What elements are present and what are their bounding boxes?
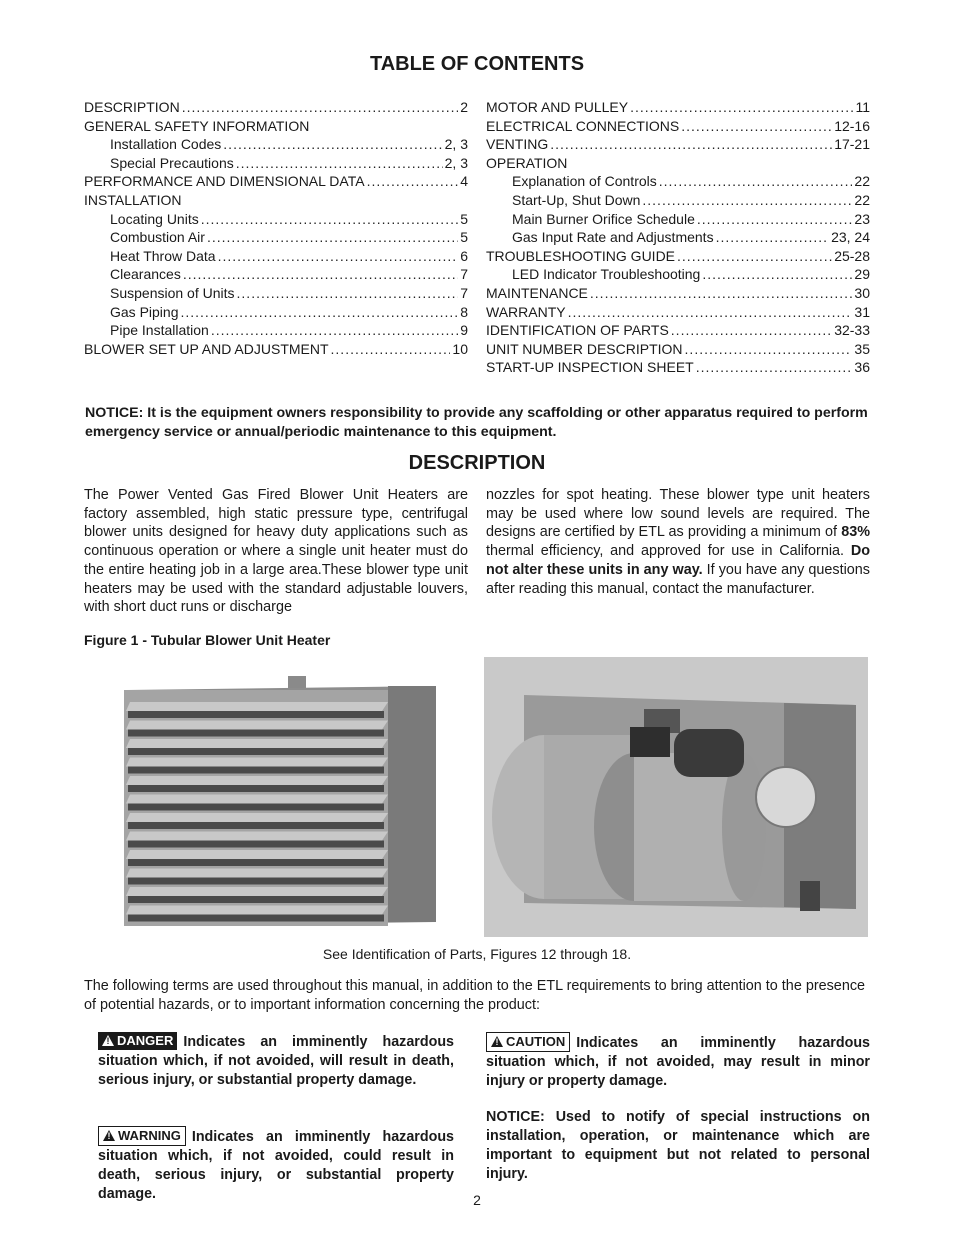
toc-entry bbox=[486, 321, 870, 340]
toc-entry-title: OPERATION bbox=[486, 154, 568, 171]
toc-entry-page: 32-33 bbox=[834, 322, 870, 339]
toc-entry bbox=[84, 303, 468, 322]
toc-leader-dots bbox=[218, 247, 459, 266]
toc-entry-page: 5 bbox=[460, 229, 468, 246]
toc-entry bbox=[486, 98, 870, 117]
toc-entry-title: Start-Up, Shut Down bbox=[512, 191, 641, 208]
toc-leader-dots bbox=[696, 358, 853, 377]
description-text-c: If you have any questions after reading this manual, contact the manufacturer. bbox=[486, 561, 870, 597]
toc-leader-dots bbox=[223, 135, 442, 154]
toc-entry-title: MAINTENANCE bbox=[486, 284, 588, 301]
toc-leader-dots bbox=[367, 172, 459, 191]
description-col2 bbox=[486, 486, 870, 598]
toc-entry-title: Special Precautions bbox=[110, 154, 234, 171]
toc-entry-title: Heat Throw Data bbox=[110, 247, 216, 264]
toc-leader-dots bbox=[659, 172, 853, 191]
toc-leader-dots bbox=[182, 98, 459, 117]
toc-entry bbox=[486, 172, 870, 191]
efficiency-value: 83% bbox=[841, 524, 870, 541]
toc-entry-page: 2, 3 bbox=[444, 154, 468, 171]
toc-entry-page: 7 bbox=[460, 266, 468, 283]
toc-entry bbox=[84, 321, 468, 340]
toc-right-column bbox=[486, 98, 870, 377]
page-number: 2 bbox=[473, 1192, 481, 1208]
toc-leader-dots bbox=[590, 284, 853, 303]
toc-entry bbox=[486, 247, 870, 266]
toc-entry-title: GENERAL SAFETY INFORMATION bbox=[84, 117, 310, 134]
toc-entry-page: 5 bbox=[460, 210, 468, 227]
notice-definition: NOTICE: Used to notify of special instructions on installation, operation, or maintenance which are important to equipment but not related to personal injury. bbox=[486, 1109, 870, 1182]
toc-leader-dots bbox=[201, 210, 458, 229]
toc-entry-page: 7 bbox=[460, 284, 468, 301]
alert-triangle-icon: ! bbox=[491, 1036, 503, 1047]
toc-leader-dots bbox=[550, 135, 832, 154]
toc-entry-page: 31 bbox=[854, 303, 870, 320]
toc-entry-page: 8 bbox=[460, 303, 468, 320]
description-col1: The Power Vented Gas Fired Blower Unit Heaters are factory assembled, high static pressure type, centrifugal blower units designed for heavy duty applications such as continuous operation or where a single unit heater must do the entire heating job in a large area.These blower type unit heaters may be used with the standard adjustable louvers, with short duct runs or discharge bbox=[84, 487, 468, 616]
toc-entry bbox=[486, 228, 870, 247]
toc-entry bbox=[84, 247, 468, 266]
toc-entry bbox=[486, 284, 870, 303]
alert-triangle-icon: ! bbox=[103, 1130, 115, 1141]
toc-leader-dots bbox=[716, 228, 829, 247]
toc-entry bbox=[486, 340, 870, 359]
toc-title: TABLE OF CONTENTS bbox=[369, 53, 585, 75]
toc-leader-dots bbox=[681, 117, 832, 136]
toc-entry-page: 30 bbox=[854, 284, 870, 301]
alert-triangle-icon: ! bbox=[102, 1035, 114, 1046]
toc-entry-title: BLOWER SET UP AND ADJUSTMENT bbox=[84, 340, 329, 357]
toc-entry-title: IDENTIFICATION OF PARTS bbox=[486, 322, 669, 339]
toc-entry bbox=[84, 98, 468, 117]
warning-label bbox=[98, 1126, 186, 1146]
toc-entry-page: 25-28 bbox=[834, 247, 870, 264]
caution-text: Indicates an imminently hazardous situation which, if not avoided, may result in minor injury or property damage. bbox=[486, 1035, 870, 1089]
toc-entry bbox=[486, 191, 870, 210]
toc-entry-page: 23, 24 bbox=[831, 229, 870, 246]
danger-definition bbox=[98, 1032, 454, 1090]
toc-entry-title: Pipe Installation bbox=[110, 322, 209, 339]
danger-text: Indicates an imminently hazardous situation which, if not avoided, will result in death, serious injury, or substantial property damage. bbox=[98, 1034, 454, 1088]
toc-entry bbox=[84, 172, 468, 191]
toc-leader-dots bbox=[568, 303, 853, 322]
toc-leader-dots bbox=[211, 321, 458, 340]
toc-entry bbox=[84, 135, 468, 154]
toc-entry-title: DESCRIPTION bbox=[84, 99, 180, 115]
toc-entry-title: ELECTRICAL CONNECTIONS bbox=[486, 117, 680, 134]
toc-leader-dots bbox=[237, 284, 459, 303]
do-not-alter-warning: Do not alter these units in any way. bbox=[486, 543, 870, 578]
toc-entry-page: 2 bbox=[460, 99, 468, 115]
toc-entry-title: LED Indicator Troubleshooting bbox=[512, 266, 701, 283]
description-text-b: thermal efficiency, and approved for use in California. bbox=[486, 543, 851, 560]
toc-leader-dots bbox=[180, 303, 458, 322]
toc-entry-title: Main Burner Orifice Schedule bbox=[512, 210, 695, 227]
toc-entry-title: INSTALLATION bbox=[84, 191, 182, 208]
toc-leader-dots bbox=[677, 247, 832, 266]
caution-tag-text: CAUTION bbox=[506, 1034, 566, 1049]
toc-entry bbox=[486, 303, 870, 322]
toc-entry-title: Gas Input Rate and Adjustments bbox=[512, 229, 714, 246]
toc-entry-page: 22 bbox=[854, 191, 870, 208]
toc-entry bbox=[84, 265, 468, 284]
description-text-a: nozzles for spot heating. These blower type unit heaters may be used where low sound levels are required. The designs are certified by ETL as providing a minimum of bbox=[486, 487, 870, 541]
toc-entry-title: PERFORMANCE AND DIMENSIONAL DATA bbox=[84, 173, 365, 190]
toc-leader-dots bbox=[642, 191, 852, 210]
toc-entry-page: 2, 3 bbox=[444, 136, 468, 153]
toc-leader-dots bbox=[236, 154, 443, 173]
blower-assembly-image bbox=[484, 657, 868, 937]
toc-entry-title: Gas Piping bbox=[110, 303, 179, 320]
toc-entry-page: 29 bbox=[854, 266, 870, 283]
toc-leader-dots bbox=[207, 228, 458, 247]
toc-entry-title: Combustion Air bbox=[110, 229, 205, 246]
caution-label bbox=[486, 1032, 570, 1052]
toc-entry bbox=[84, 117, 468, 136]
toc-entry-title: Explanation of Controls bbox=[512, 173, 657, 190]
toc-entry bbox=[486, 265, 870, 284]
toc-entry-title: Locating Units bbox=[110, 210, 199, 227]
toc-entry bbox=[486, 210, 870, 229]
toc-entry-title: MOTOR AND PULLEY bbox=[486, 99, 629, 115]
notice-scaffolding: NOTICE: It is the equipment owners responsibility to provide any scaffolding or other apparatus required to perform emergency service or annual/periodic maintenance to this equipment. bbox=[85, 405, 868, 440]
toc-entry bbox=[84, 340, 468, 359]
figure-caption: Figure 1 - Tubular Blower Unit Heater bbox=[84, 632, 331, 648]
toc-entry bbox=[486, 135, 870, 154]
toc-entry-title: Clearances bbox=[110, 266, 181, 283]
toc-leader-dots bbox=[702, 265, 852, 284]
danger-tag-text: DANGER bbox=[117, 1033, 174, 1048]
toc-entry bbox=[486, 358, 870, 377]
toc-entry-page: 10 bbox=[452, 340, 468, 357]
danger-label bbox=[98, 1032, 177, 1050]
toc-entry-page: 4 bbox=[460, 173, 468, 190]
description-title: DESCRIPTION bbox=[408, 452, 546, 474]
toc-entry bbox=[486, 154, 870, 173]
toc-entry-page: 9 bbox=[460, 322, 468, 339]
toc-entry-page: 22 bbox=[854, 173, 870, 190]
toc-leader-dots bbox=[685, 340, 853, 359]
toc-entry-title: TROUBLESHOOTING GUIDE bbox=[486, 247, 676, 264]
toc-entry-title: VENTING bbox=[486, 136, 549, 153]
terms-intro: The following terms are used throughout this manual, in addition to the ETL requirements to bring attention to the presence of potential hazards, or to important information concerning the product: bbox=[84, 978, 866, 1013]
caution-definition bbox=[486, 1032, 870, 1091]
toc-entry bbox=[84, 228, 468, 247]
toc-entry-title: WARRANTY bbox=[486, 303, 566, 320]
toc-entry-title: Suspension of Units bbox=[110, 284, 235, 301]
unit-heater-front-image bbox=[118, 672, 442, 930]
toc-entry-page: 12-16 bbox=[834, 117, 870, 134]
toc-leader-dots bbox=[331, 340, 451, 359]
toc-leader-dots bbox=[630, 98, 853, 117]
toc-leader-dots bbox=[697, 210, 853, 229]
toc-entry-title: UNIT NUMBER DESCRIPTION bbox=[486, 340, 683, 357]
toc-entry-title: START-UP INSPECTION SHEET bbox=[486, 359, 694, 376]
toc-entry-title: Installation Codes bbox=[110, 136, 222, 153]
warning-tag-text: WARNING bbox=[118, 1128, 181, 1143]
toc-entry-page: 11 bbox=[855, 99, 870, 115]
toc-entry bbox=[84, 210, 468, 229]
toc-entry bbox=[84, 284, 468, 303]
toc-entry bbox=[486, 117, 870, 136]
toc-leader-dots bbox=[671, 321, 832, 340]
figure-note: See Identification of Parts, Figures 12 through 18. bbox=[322, 946, 632, 962]
toc-leader-dots bbox=[183, 265, 458, 284]
toc-entry-page: 6 bbox=[460, 247, 468, 264]
toc-entry-page: 17-21 bbox=[834, 136, 870, 153]
toc-left-column bbox=[84, 98, 468, 358]
toc-entry bbox=[84, 154, 468, 173]
toc-entry bbox=[84, 191, 468, 210]
toc-entry-page: 23 bbox=[854, 210, 870, 227]
toc-entry-page: 35 bbox=[854, 340, 870, 357]
toc-entry-page: 36 bbox=[854, 359, 870, 376]
warning-text: Indicates an imminently hazardous situation which, if not avoided, could result in death, serious injury, or substantial property damage. bbox=[98, 1129, 454, 1202]
